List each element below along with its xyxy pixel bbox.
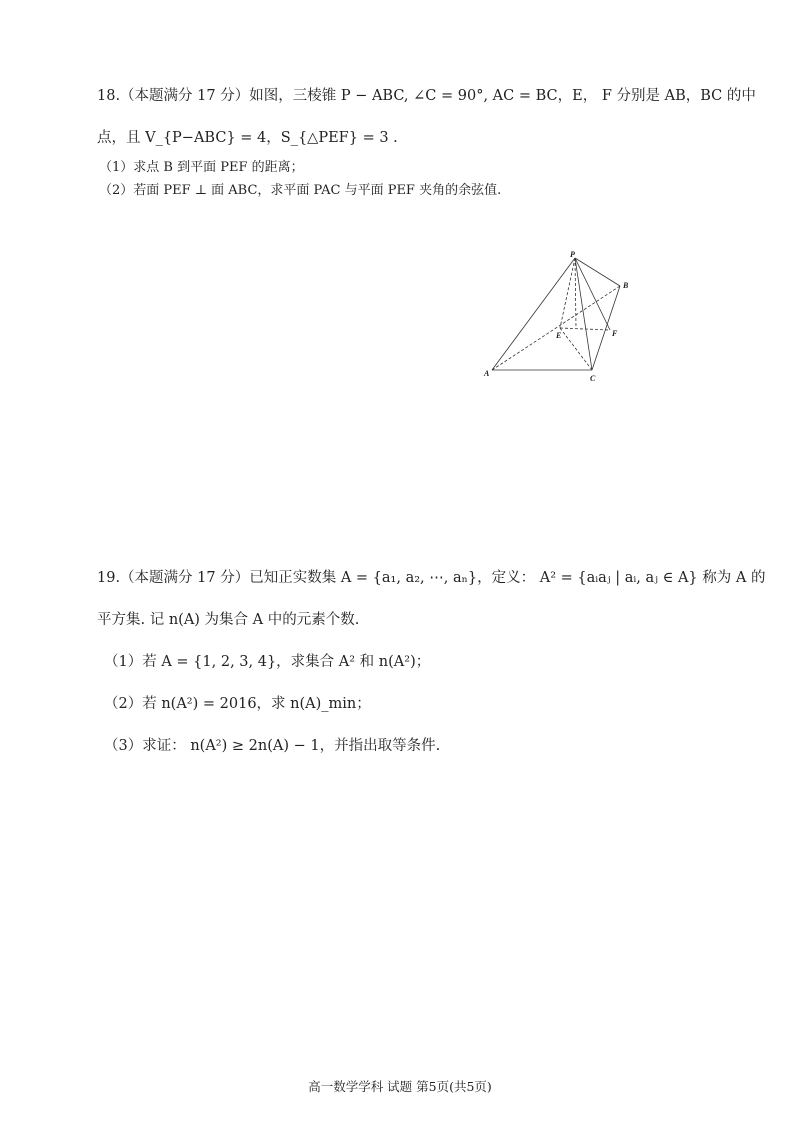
q18-stem-line1: 18.（本题满分 17 分）如图，三棱锥 P − ABC, ∠C = 90°, AC = BC，E， F 分别是 AB，BC 的中 <box>97 88 756 104</box>
label-e: E <box>556 331 562 340</box>
q19-part1: （1）若 A = {1, 2, 3, 4}，求集合 A² 和 n(A²)； <box>104 654 431 670</box>
label-p: P <box>570 250 575 259</box>
q19-part2: （2）若 n(A²) = 2016，求 n(A)_min； <box>104 696 371 712</box>
q18-part1: （1）求点 B 到平面 PEF 的距离； <box>99 160 304 175</box>
label-b: B <box>623 281 629 290</box>
q18-stem-line2: 点，且 V_{P−ABC} = 4，S_{△PEF} = 3 . <box>97 130 398 146</box>
label-c: C <box>590 374 596 383</box>
page-footer: 高一数学学科 试题 第5页(共5页) <box>308 1079 492 1094</box>
q18-part2: （2）若面 PEF ⊥ 面 ABC，求平面 PAC 与平面 PEF 夹角的余弦值. <box>99 183 502 198</box>
edge-p-foot-hidden <box>575 258 576 328</box>
label-f: F <box>612 329 618 338</box>
q19-stem-line1: 19.（本题满分 17 分）已知正实数集 A = {a₁, a₂, ⋯, aₙ}，定义： A² = {aᵢaⱼ | aᵢ, aⱼ ∈ A} 称为 A 的 <box>97 570 766 586</box>
q19-part3: （3）求证： n(A²) ≥ 2n(A) − 1，并指出取等条件. <box>104 738 441 754</box>
edge-pa <box>492 258 575 370</box>
q19-stem-line2: 平方集. 记 n(A) 为集合 A 中的元素个数. <box>97 612 360 628</box>
edge-ab-hidden <box>492 286 620 370</box>
edge-ef-hidden <box>560 328 610 330</box>
edge-ec-hidden <box>560 328 592 370</box>
pyramid-figure <box>480 248 640 388</box>
edge-cb <box>592 286 620 370</box>
label-a: A <box>484 369 490 378</box>
